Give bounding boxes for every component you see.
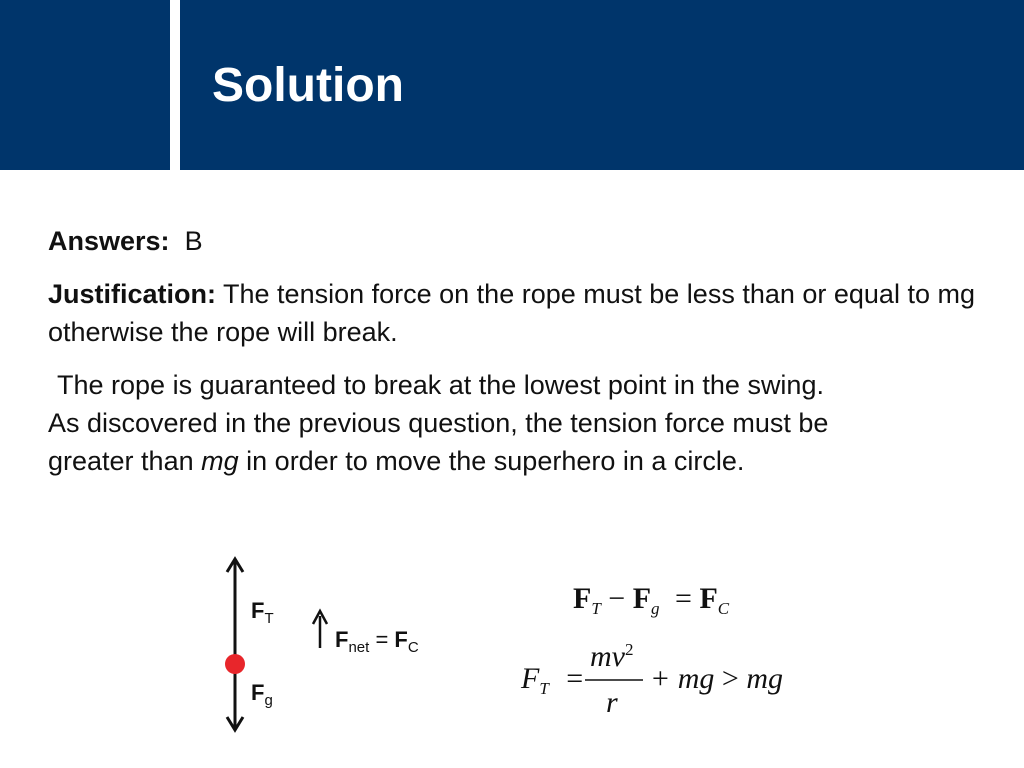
answers-line [48,222,978,260]
explanation-line-3 [48,442,978,480]
gravity-symbol: F [251,680,265,705]
gravity-subscript: g [264,692,273,709]
header-left-block [0,0,170,170]
tension-symbol: F [251,598,265,623]
eq2-equals: = [566,662,584,695]
eq1-fg-sub: g [651,599,660,618]
fc-symbol: F [394,627,408,652]
eq1-fc-sub: C [717,599,730,618]
eq2-plus-mg: + mg [650,662,715,695]
fnet-equals: = [375,627,389,652]
fnet-subscript: net [348,639,370,656]
explanation-paragraph [48,366,978,480]
eq2-mv: mv [590,640,625,673]
eq1-fc: F [699,582,718,615]
fc-subscript: C [407,639,419,656]
gravity-label [251,680,273,709]
eq1-equals: = [675,582,692,615]
tension-label [251,598,274,627]
eq1-ft: F [573,582,592,615]
equation-tension-rhs [650,662,783,696]
explanation-line-2: As discovered in the previous question, the tension force must be [48,408,829,438]
eq2-denominator [606,686,618,720]
equation-force-balance [573,582,729,619]
slide-body [48,222,978,495]
tension-arrow-head [227,559,243,572]
tension-subscript: T [264,610,274,627]
justification-label: Justification: [48,279,217,309]
fnet-symbol: F [335,627,349,652]
eq1-minus: − [608,582,626,615]
superhero-dot [225,654,245,674]
explanation-mg: mg [201,446,239,476]
justification-paragraph [48,275,978,351]
gravity-arrow-head [227,717,243,730]
net-force-arrow-head [313,611,327,624]
slide-title: Solution [212,59,404,112]
explanation-line-3-start: greater than [48,446,194,476]
equation-tension-lhs [521,662,583,699]
explanation-line-3-end: in order to move the superhero in a circle. [246,446,745,476]
justification-text: The tension force on the rope must be less than or equal to mg otherwise the rope will break. [48,279,975,347]
eq2-gt: > [721,662,739,695]
eq1-fg: F [632,582,652,615]
eq2-r: r [606,686,618,719]
eq2-numerator [590,640,633,674]
explanation-line-1: The rope is guaranteed to break at the lowest point in the swing. [57,370,824,400]
eq2-exponent: 2 [624,640,634,659]
eq1-ft-sub: T [591,599,601,618]
net-force-label [335,627,419,656]
eq2-ft: F [521,662,540,695]
answers-value: B [184,226,203,256]
eq2-ft-sub: T [539,679,549,698]
answers-label: Answers: [48,226,170,256]
eq2-mg: mg [746,662,784,695]
